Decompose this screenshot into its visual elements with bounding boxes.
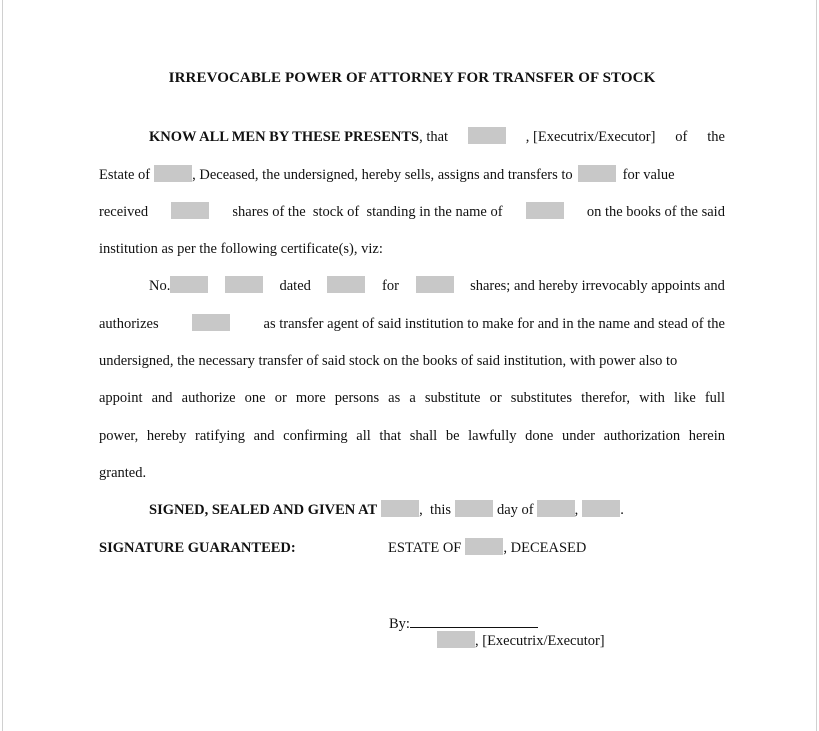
signer-name-field[interactable] xyxy=(437,631,475,648)
signature-guaranteed-line: SIGNATURE GUARANTEED: ESTATE OF , DECEASED xyxy=(99,540,587,556)
document-page: IRREVOCABLE POWER OF ATTORNEY FOR TRANSFER OF STOCK KNOW ALL MEN BY THESE PRESENTS, that , [Executrix/Executor] of the Estate of , Deceased, the undersigned, hereby sells, assigns and transfers to for value received shares of the stock of standing in the name of on the books of the said institution as per the following certificate(s), viz: No. dated for shares; and hereby irrevocably appoints and authorizes as transfer agent of said institution to make for and in the name and stead of the undersigned, the necessary transfer of said stock on the books of said institution, with power also to appoint and authorize one or more persons as a substitute or substitutes therefor, with like full power, hereby ratifying and confirming all that shall be lawfully done under authorization herein granted. SIGNED, SEALED AND GIVEN AT , this day of , . SIGNATURE GUARANTEED: ESTATE OF , DECEASED By: , [Executrix/Executor] xyxy=(2,0,817,731)
transfer-agent-field[interactable] xyxy=(192,314,230,331)
certificate-number-field[interactable] xyxy=(170,276,208,293)
paragraph-2-line-5: power, hereby ratifying and confirming all that shall be lawfully done under authorization herein xyxy=(99,428,725,444)
certificate-shares-field[interactable] xyxy=(416,276,454,293)
signature-guaranteed-label: SIGNATURE GUARANTEED: xyxy=(99,540,296,556)
signed-month-field[interactable] xyxy=(537,500,575,517)
estate-name-field[interactable] xyxy=(465,538,503,555)
know-all-men-heading: KNOW ALL MEN BY THESE PRESENTS xyxy=(149,129,420,145)
signed-line: SIGNED, SEALED AND GIVEN AT , this day of , . xyxy=(149,502,624,518)
paragraph-1-line-3: received shares of the stock of standing in the name of on the books of the said xyxy=(99,204,725,220)
paragraph-2-line-1: No. dated for shares; and hereby irrevocably appoints and xyxy=(149,278,725,294)
paragraph-1-line-1: KNOW ALL MEN BY THESE PRESENTS, that , [Executrix/Executor] of the xyxy=(149,129,725,145)
signed-heading: SIGNED, SEALED AND GIVEN AT xyxy=(149,502,378,518)
paragraph-1-line-4: institution as per the following certificate(s), viz: xyxy=(99,241,383,257)
deceased-name-field[interactable] xyxy=(154,165,192,182)
shares-count-field[interactable] xyxy=(171,202,209,219)
certificate-date-field[interactable] xyxy=(327,276,365,293)
transferee-field[interactable] xyxy=(578,165,616,182)
executor-name-field[interactable] xyxy=(468,127,506,144)
paragraph-2-line-3: undersigned, the necessary transfer of said stock on the books of said institution, with power also to xyxy=(99,353,678,369)
signed-location-field[interactable] xyxy=(381,500,419,517)
signed-year-field[interactable] xyxy=(582,500,620,517)
holder-name-field[interactable] xyxy=(526,202,564,219)
certificate-number-2-field[interactable] xyxy=(225,276,263,293)
paragraph-2-line-4: appoint and authorize one or more persons as a substitute or substitutes therefor, with like full xyxy=(99,390,725,406)
document-title: IRREVOCABLE POWER OF ATTORNEY FOR TRANSFER OF STOCK xyxy=(168,70,656,86)
paragraph-2-line-2: authorizes as transfer agent of said institution to make for and in the name and stead of the xyxy=(99,316,725,332)
paragraph-2-line-6: granted. xyxy=(99,465,147,481)
signature-underline[interactable] xyxy=(410,613,538,628)
signed-day-field[interactable] xyxy=(455,500,493,517)
paragraph-1-line-2: Estate of , Deceased, the undersigned, hereby sells, assigns and transfers to for value xyxy=(99,167,675,183)
